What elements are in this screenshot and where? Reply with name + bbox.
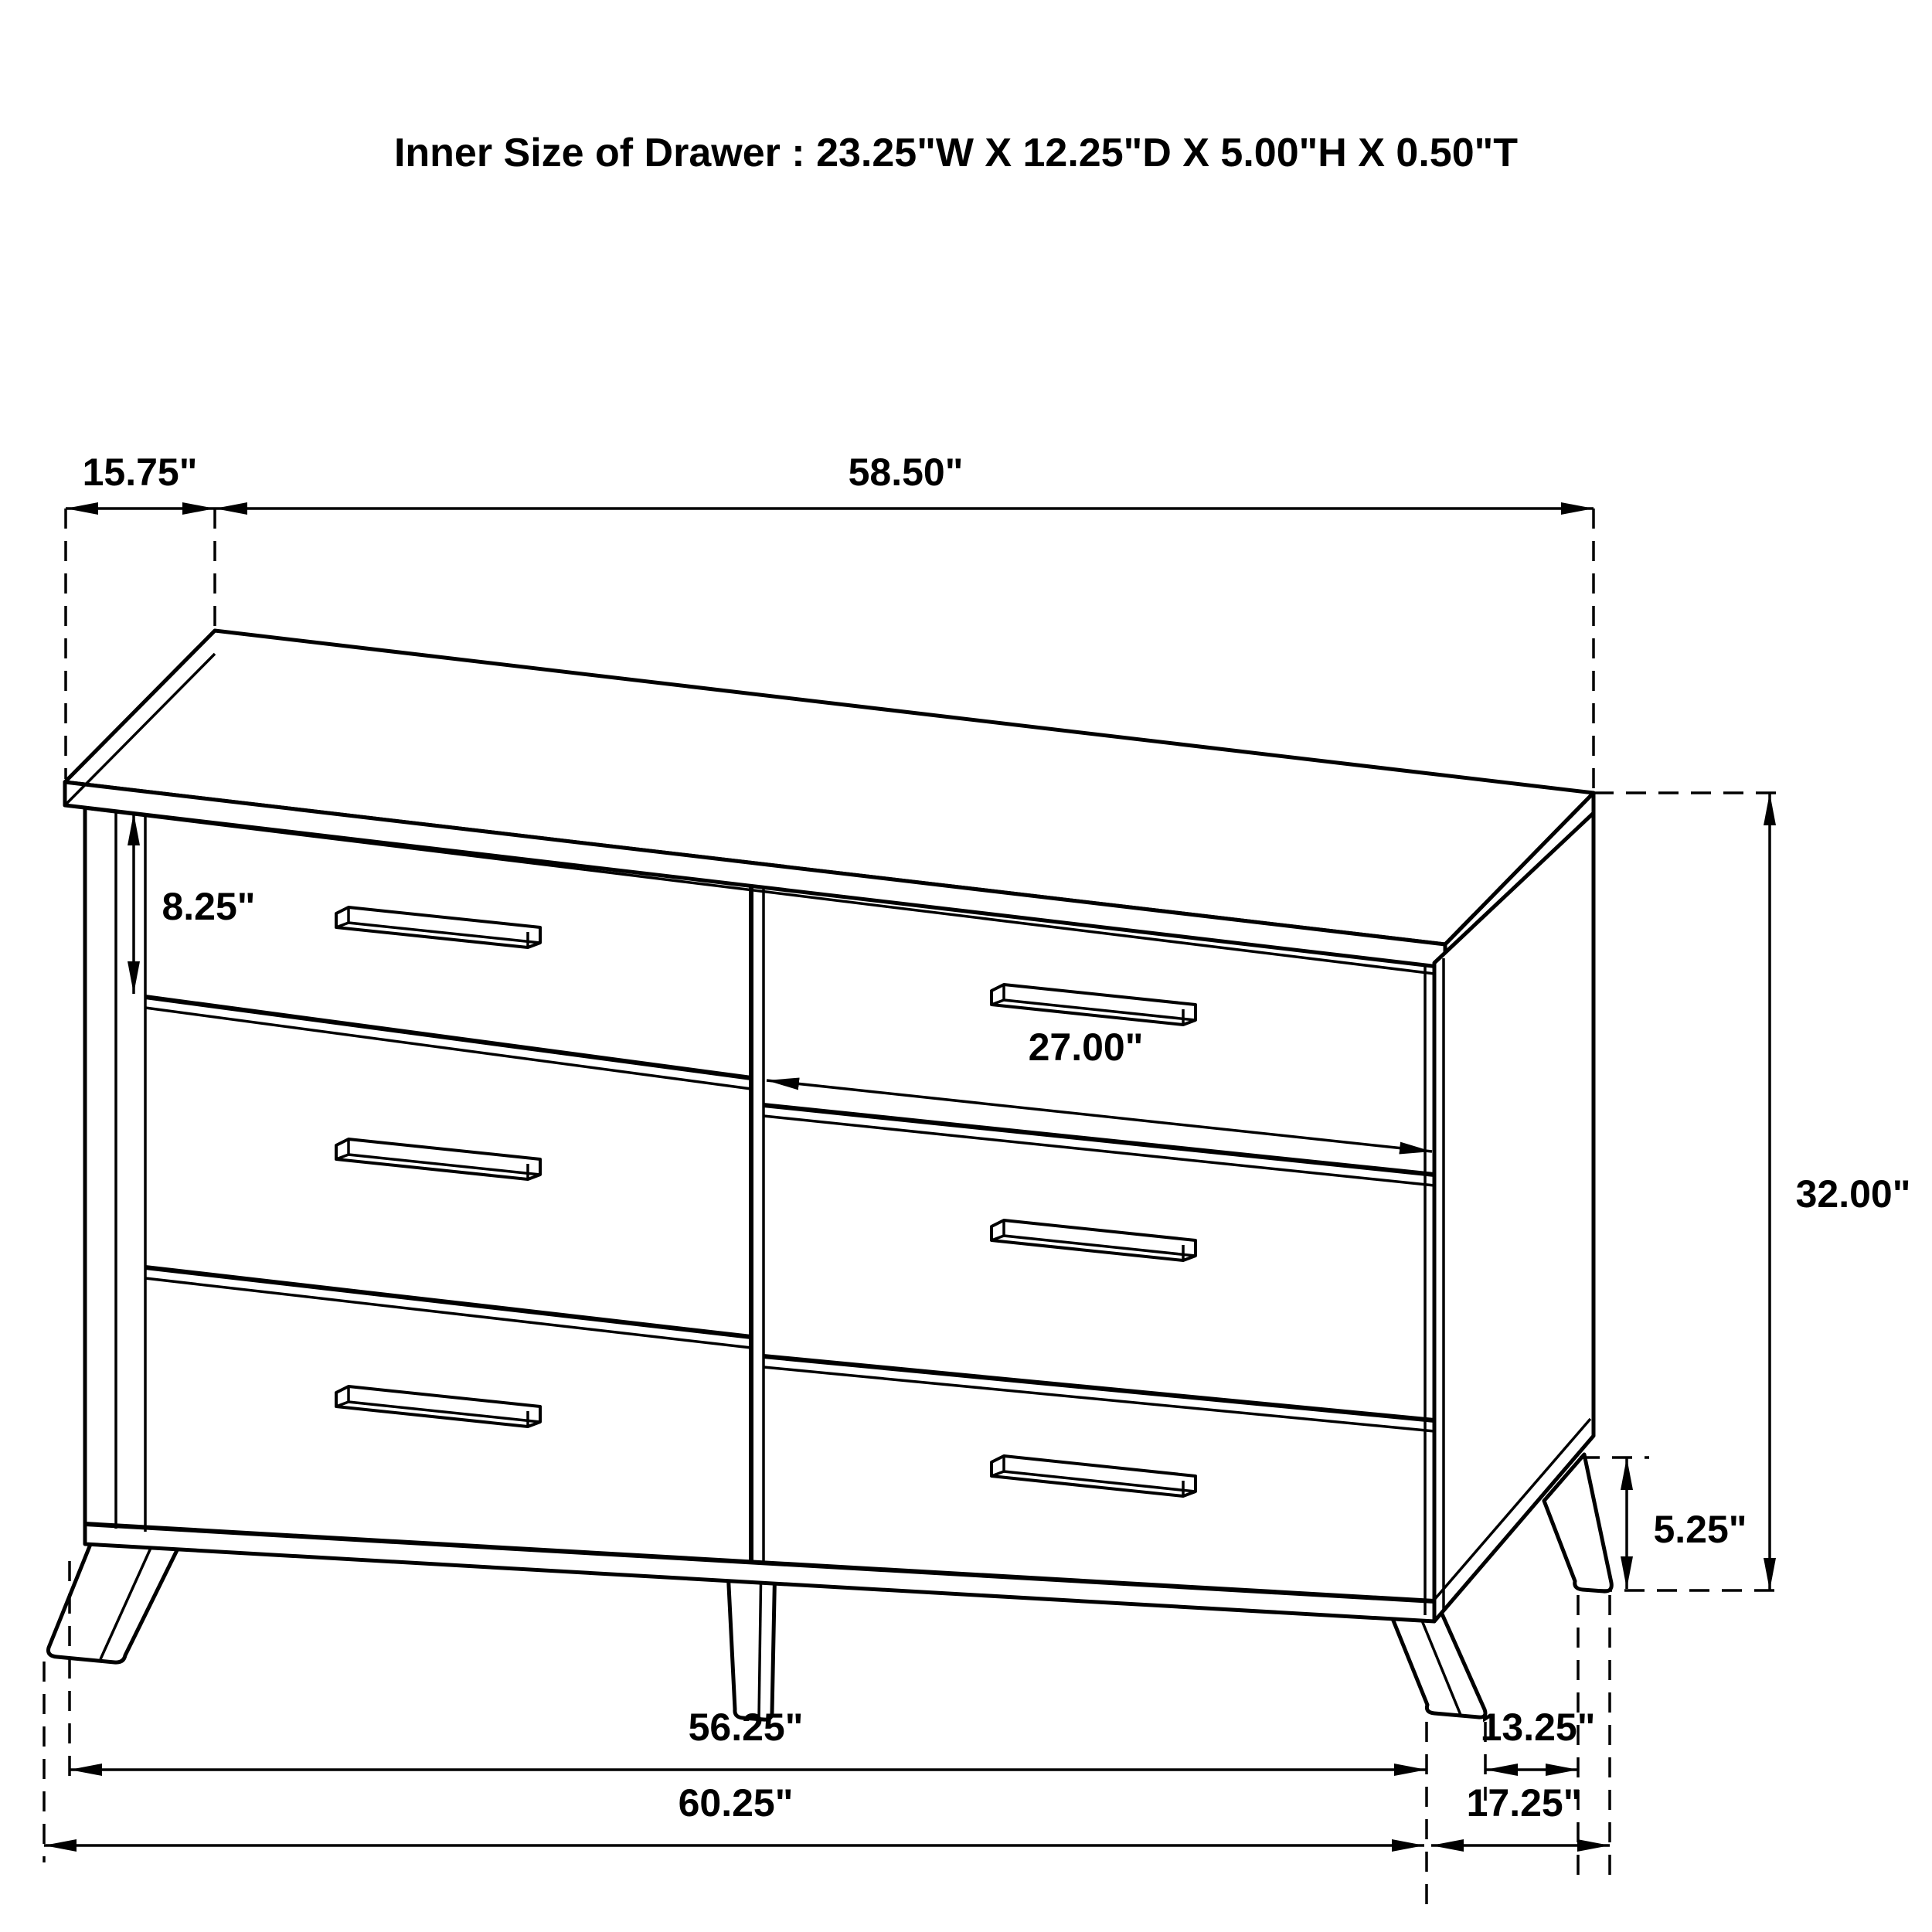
dimension-label-top-width: 58.50"	[848, 451, 964, 494]
front-left-leg	[48, 1543, 178, 1662]
dimension-label-drawer-height: 8.25"	[162, 885, 256, 928]
dimension-label-overall-depth: 17.25"	[1466, 1781, 1582, 1825]
diagram-title: Inner Size of Drawer : 23.25"W X 12.25"D X 5.00"H X 0.50"T	[393, 131, 1519, 175]
dimension-label-leg-stance-depth: 13.25"	[1480, 1706, 1596, 1749]
dimension-label-top-depth: 15.75"	[82, 451, 198, 494]
dimension-label-drawer-width: 27.00"	[1028, 1026, 1144, 1069]
dimension-label-leg-height: 5.25"	[1653, 1508, 1747, 1551]
dimension-overall-height	[1592, 793, 1910, 1590]
dimension-label-case-width: 56.25"	[688, 1706, 804, 1749]
dimension-label-overall-width: 60.25"	[678, 1781, 794, 1825]
dimension-label-overall-height: 32.00"	[1795, 1172, 1911, 1216]
dimension-leg-stance-depth	[1481, 1595, 1596, 1878]
